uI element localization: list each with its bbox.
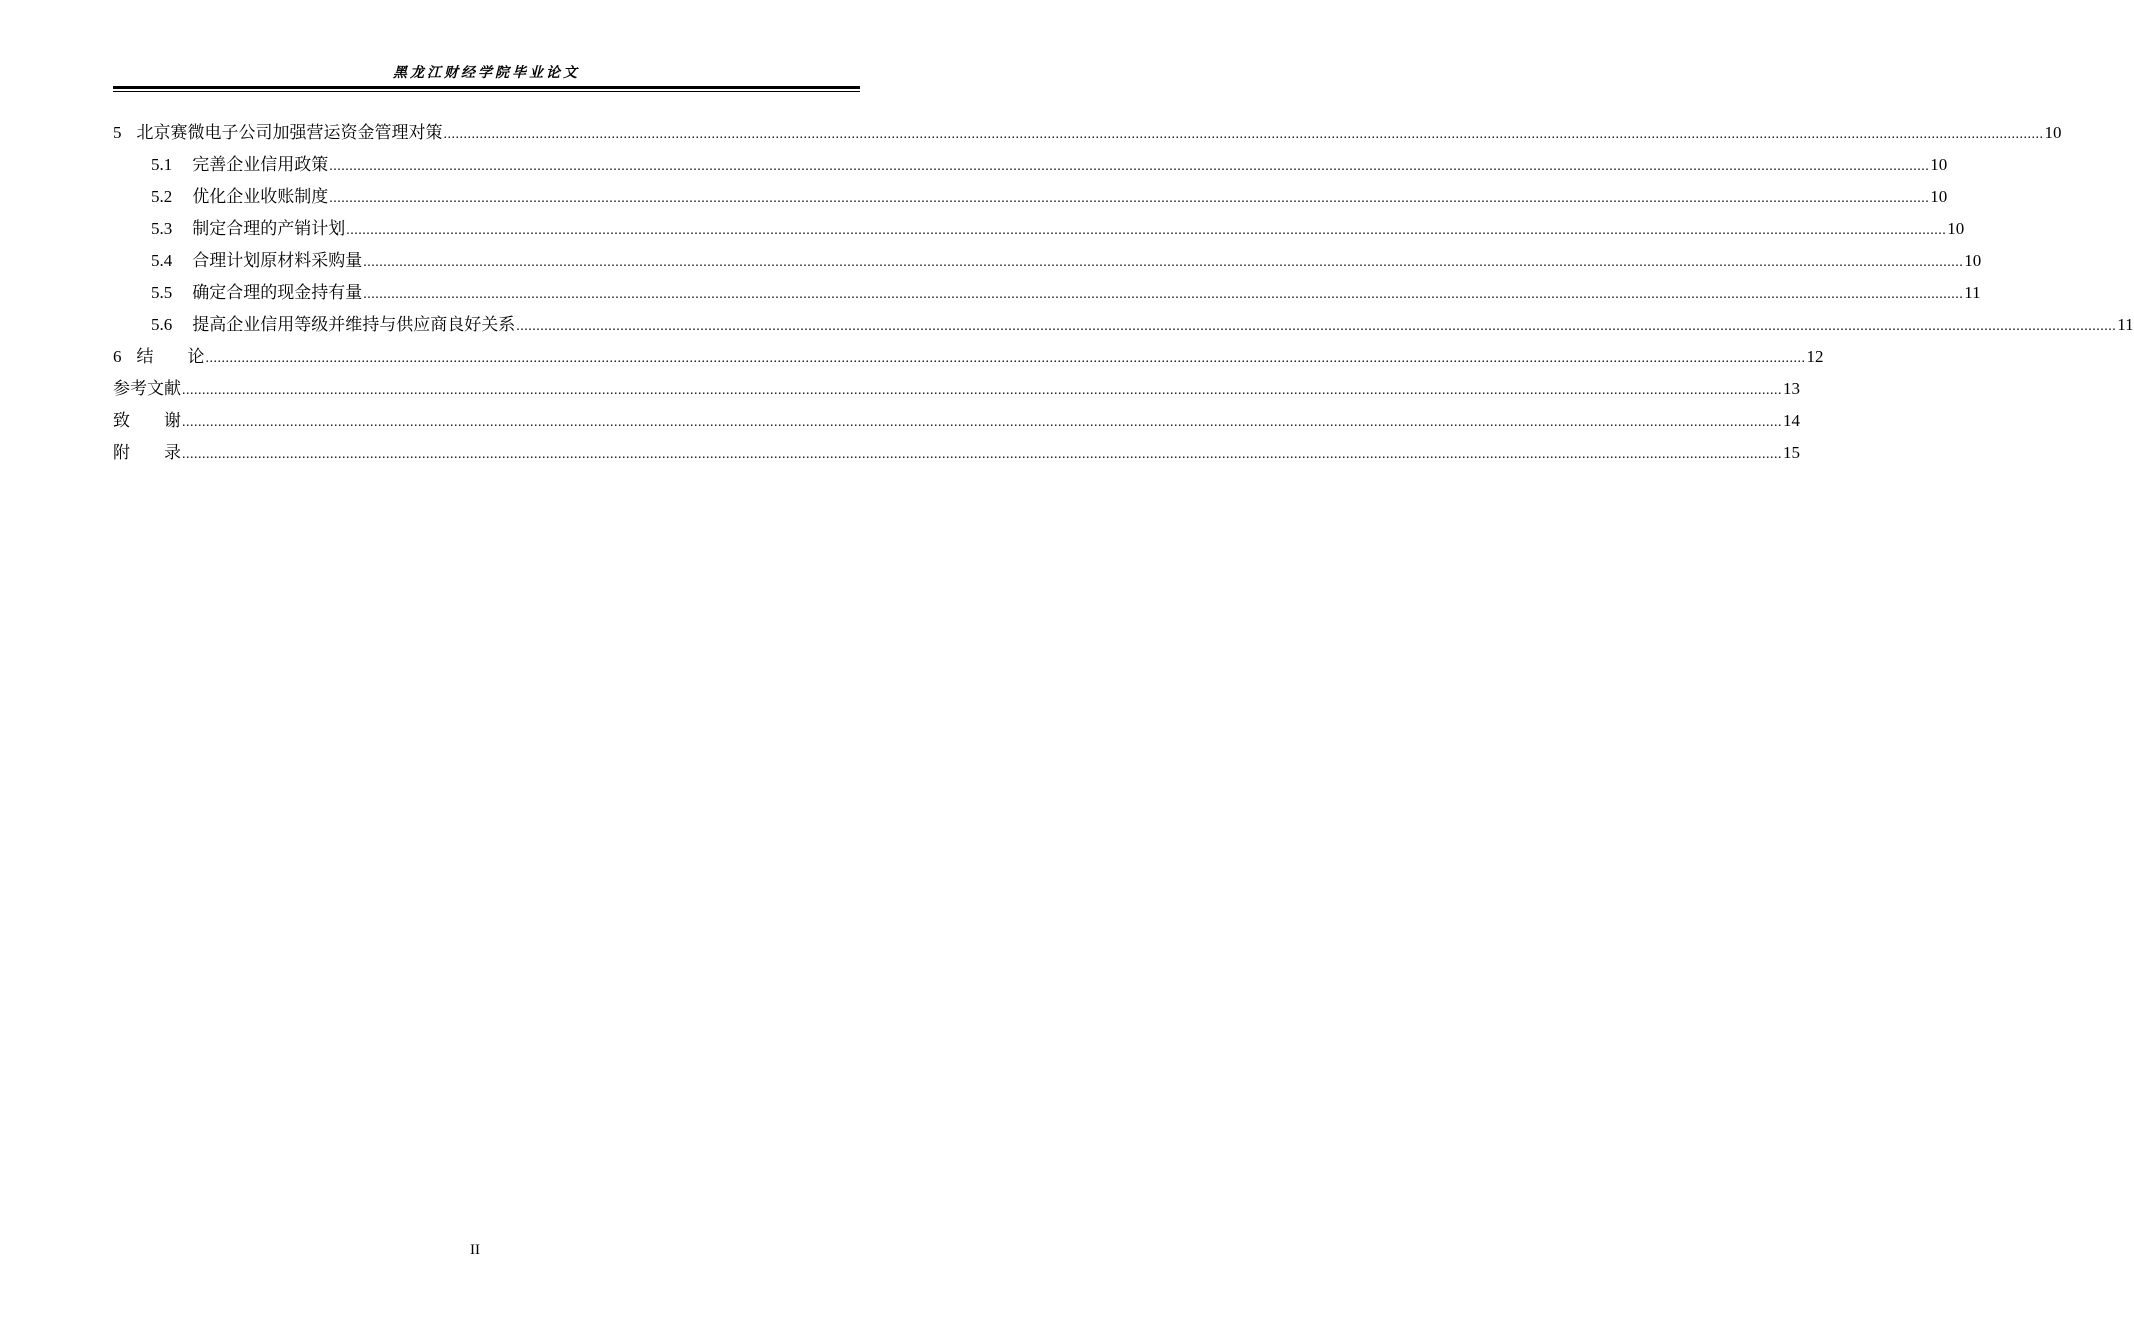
toc-entry-number: 6 (113, 347, 122, 366)
toc-dot-leader: ................................................................................................................................................................................................................................................................................................................................................................................................................ (182, 447, 1782, 462)
toc-entry-page: 14 (1783, 411, 1800, 430)
toc-entry-page: 11 (2117, 315, 2134, 334)
toc-entry-title: 确定合理的现金持有量 (192, 283, 363, 303)
toc-entry[interactable] (113, 216, 1965, 248)
toc-dot-leader: ................................................................................................................................................................................................................................................................................................................................................................................................................ (346, 223, 1947, 238)
toc-entry-title: 北京赛微电子公司加强营运资金管理对策 (136, 123, 443, 143)
toc-entry-title: 合理计划原材料采购量 (192, 251, 363, 271)
table-of-contents (113, 120, 2134, 472)
toc-entry-page: 10 (1930, 155, 1948, 174)
toc-dot-leader: ................................................................................................................................................................................................................................................................................................................................................................................................................ (182, 415, 1782, 430)
toc-entry-number: 5 (113, 123, 122, 142)
toc-entry-title: 致 谢 (113, 411, 181, 431)
toc-entry-page: 11 (1964, 283, 1981, 302)
toc-entry-number: 5.2 (151, 187, 173, 206)
toc-entry-page: 10 (1947, 219, 1965, 238)
toc-entry[interactable] (113, 440, 1800, 472)
toc-dot-leader: ................................................................................................................................................................................................................................................................................................................................................................................................................ (363, 255, 1964, 270)
toc-entry-number: 5.3 (151, 219, 173, 238)
toc-entry-page: 13 (1783, 379, 1800, 398)
toc-entry-page: 10 (1964, 251, 1982, 270)
toc-dot-leader: ................................................................................................................................................................................................................................................................................................................................................................................................................ (443, 127, 2044, 142)
toc-dot-leader: ................................................................................................................................................................................................................................................................................................................................................................................................................ (363, 287, 1964, 302)
toc-dot-leader: ................................................................................................................................................................................................................................................................................................................................................................................................................ (516, 319, 2117, 334)
toc-entry-title: 制定合理的产销计划 (192, 219, 346, 239)
toc-entry-title: 附 录 (113, 443, 181, 463)
toc-entry[interactable] (113, 184, 1948, 216)
page-number: II (470, 1242, 480, 1258)
toc-entry[interactable] (113, 120, 2062, 152)
toc-entry-page: 10 (1930, 187, 1948, 206)
toc-dot-leader: ................................................................................................................................................................................................................................................................................................................................................................................................................ (205, 351, 1806, 366)
toc-entry-number: 5.5 (151, 283, 173, 302)
toc-entry-page: 12 (1806, 347, 1824, 366)
toc-entry-page: 15 (1783, 443, 1800, 462)
toc-entry-title: 提高企业信用等级并维持与供应商良好关系 (192, 315, 516, 335)
toc-entry-title: 优化企业收账制度 (192, 187, 329, 207)
toc-entry[interactable] (113, 344, 1824, 376)
toc-entry[interactable] (113, 408, 1800, 440)
toc-entry-title: 参考文献 (113, 379, 181, 399)
toc-entry-title: 结 论 (136, 347, 205, 367)
toc-entry[interactable] (113, 312, 2134, 344)
toc-entry-number: 5.6 (151, 315, 173, 334)
toc-dot-leader: ................................................................................................................................................................................................................................................................................................................................................................................................................ (329, 191, 1930, 206)
toc-entry-number: 5.4 (151, 251, 173, 270)
toc-entry-number: 5.1 (151, 155, 173, 174)
toc-dot-leader: ................................................................................................................................................................................................................................................................................................................................................................................................................ (329, 159, 1930, 174)
toc-entry-page: 10 (2044, 123, 2062, 142)
toc-entry[interactable] (113, 280, 1981, 312)
toc-entry[interactable] (113, 248, 1982, 280)
toc-entry[interactable] (113, 376, 1800, 408)
toc-dot-leader: ................................................................................................................................................................................................................................................................................................................................................................................................................ (182, 383, 1782, 398)
header-rule-thick (113, 86, 860, 89)
page-header-title: 黑龙江财经学院毕业论文 (393, 65, 580, 81)
header-rule-thin (113, 91, 860, 92)
toc-entry[interactable] (113, 152, 1948, 184)
toc-entry-title: 完善企业信用政策 (192, 155, 329, 175)
